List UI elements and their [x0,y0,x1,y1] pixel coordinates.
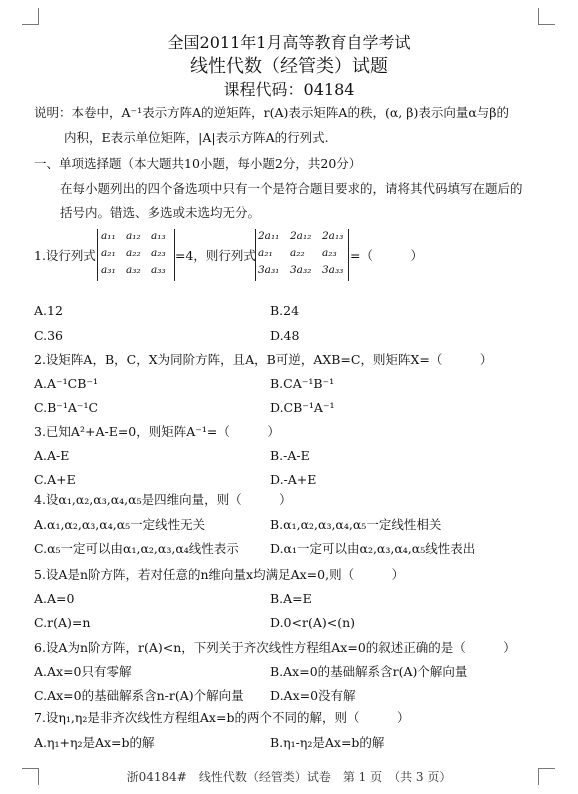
det1-cell: a₂₂ [126,247,141,259]
q5-option-d: D.0<r(A)<(n) [270,615,356,630]
q1-option-b: B.24 [270,303,300,318]
q2-option-a: A.A⁻¹CB⁻¹ [34,376,98,391]
q3-option-d: D.-A+E [270,472,317,487]
det1-cell: a₃₁ [101,264,116,276]
course-code: 课程代码：04184 [223,80,355,99]
page-footer: 浙04184# 线性代数（经管类）试卷 第 1 页 （共 3 页） [126,770,452,784]
det1-cell: a₁₁ [101,230,116,242]
exam-subject: 线性代数（经管类）试题 [190,56,388,77]
q6-option-c: C.Ax=0的基础解系含n-r(A)个解向量 [34,688,244,703]
det2-cell: 2a₁₂ [290,230,312,242]
q1-option-d: D.48 [270,328,300,343]
q4-option-c: C.α₅一定可以由α₁,α₂,α₃,α₄线性表示 [34,541,239,556]
q2-option-b: B.CA⁻¹B⁻¹ [270,376,335,391]
section-instruction-2: 括号内。错选、多选或未选均无分。 [60,205,261,220]
det2-cell: a₂₃ [322,247,337,259]
det1-cell: a₃₂ [126,264,141,276]
q2-option-d: D.CB⁻¹A⁻¹ [270,400,335,415]
q7-option-b: B.η₁-η₂是Ax=b的解 [270,735,385,750]
q6-option-d: D.Ax=0没有解 [270,688,356,703]
det1-cell: a₂₃ [151,247,166,259]
section-instruction-1: 在每小题列出的四个备选项中只有一个是符合题目要求的，请将其代码填写在题后的 [60,181,523,196]
intro-line-2: 内积，E表示单位矩阵，|A|表示方阵A的行列式. [64,130,329,145]
det2-cell: 3a₃₁ [258,264,280,276]
q1-determinant-1 [97,229,175,281]
det1-cell: a₃₃ [151,264,166,276]
det2-cell: 2a₁₁ [258,230,280,242]
det1-cell: a₂₁ [101,247,116,259]
q3-stem: 3.已知A²+A-E=0，则矩阵A⁻¹=（ ） [34,424,280,439]
crop-mark-top-left [22,8,39,25]
q3-option-b: B.-A-E [270,448,310,463]
det2-cell: 3a₃₂ [290,264,312,276]
q4-option-b: B.α₁,α₂,α₃,α₄,α₅一定线性相关 [270,517,442,532]
q1-option-a: A.12 [34,303,63,318]
q1-mid: =4，则行列式 [175,248,256,263]
q6-option-b: B.Ax=0的基础解系含r(A)个解向量 [270,664,468,679]
det2-cell: 3a₃₃ [322,264,344,276]
q1-determinant-2 [255,229,349,281]
q1-suffix: =（ ） [350,248,423,263]
det2-cell: a₂₁ [258,247,273,259]
q3-option-c: C.A+E [34,472,76,487]
q5-option-c: C.r(A)=n [34,615,91,630]
q7-stem: 7.设η₁,η₂是非齐次线性方程组Ax=b的两个不同的解，则（ ） [34,710,410,725]
q6-stem: 6.设A为n阶方阵，r(A)<n，下列关于齐次线性方程组Ax=0的叙述正确的是（ ） [34,640,516,655]
q5-option-b: B.A=E [270,591,312,606]
det2-cell: 2a₁₃ [322,230,344,242]
q2-option-c: C.B⁻¹A⁻¹C [34,400,99,415]
det1-cell: a₁₂ [126,230,141,242]
q7-option-a: A.η₁+η₂是Ax=b的解 [34,735,155,750]
q1-option-c: C.36 [34,328,63,343]
q4-option-a: A.α₁,α₂,α₃,α₄,α₅一定线性无关 [34,517,206,532]
q2-stem: 2.设矩阵A，B，C，X为同阶方阵，且A，B可逆，AXB=C，则矩阵X=（ ） [34,352,493,367]
det2-cell: a₂₂ [290,247,305,259]
q5-stem: 5.设A是n阶方阵，若对任意的n维向量x均满足Ax=0,则（ ） [34,567,405,582]
q4-stem: 4.设α₁,α₂,α₃,α₄,α₅是四维向量，则（ ） [34,492,292,507]
q5-option-a: A.A=0 [34,591,75,606]
exam-title: 全国2011年1月高等教育自学考试 [167,33,411,52]
q1-prefix: 1.设行列式 [34,248,96,263]
intro-line-1: 说明：本卷中，A⁻¹表示方阵A的逆矩阵，r(A)表示矩阵A的秩，(α, β)表示向量α与β的 [34,105,509,120]
q6-option-a: A.Ax=0只有零解 [34,664,132,679]
q3-option-a: A.A-E [34,448,70,463]
section-heading: 一、单项选择题（本大题共10小题，每小题2分，共20分） [34,156,362,171]
q4-option-d: D.α₁一定可以由α₂,α₃,α₄,α₅线性表出 [270,541,476,556]
det1-cell: a₁₃ [151,230,166,242]
crop-mark-top-right [538,8,555,25]
